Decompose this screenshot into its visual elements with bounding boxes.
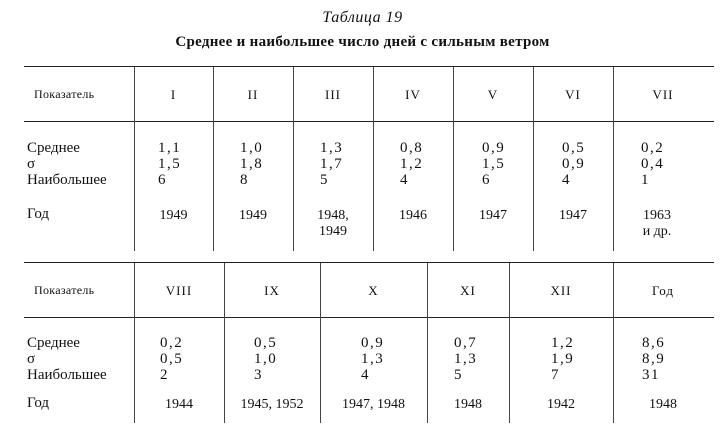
row-label-max: Наибольшее [27, 367, 107, 383]
max-value: 1 [641, 172, 650, 188]
year-value: 1963 и др. [642, 208, 672, 239]
sigma-value: 1,5 [482, 156, 506, 172]
sigma-value: 8,9 [642, 351, 666, 367]
sigma-value: 0,9 [562, 156, 586, 172]
sigma-value: 1,7 [320, 156, 344, 172]
mean-value: 0,9 [361, 335, 385, 351]
max-value: 4 [562, 172, 571, 188]
row-header-label: Показатель [34, 87, 95, 101]
row-label-sigma: σ [27, 156, 36, 172]
max-value: 2 [160, 367, 169, 383]
mean-value: 1,1 [158, 140, 182, 156]
mean-value: 0,8 [400, 140, 424, 156]
max-value: 6 [482, 172, 491, 188]
year-value: 1948 [649, 397, 677, 412]
year-value: 1946 [399, 208, 427, 223]
row-label-mean: Среднее [27, 335, 80, 351]
max-value: 3 [254, 367, 263, 383]
mean-value: 1,3 [320, 140, 344, 156]
sigma-value: 1,3 [454, 351, 478, 367]
max-value: 4 [400, 172, 409, 188]
column-header: III [325, 87, 341, 102]
row-label-year: Год [27, 395, 50, 411]
mean-value: 1,2 [551, 335, 575, 351]
year-value: 1948, 1949 [317, 208, 349, 239]
mean-value: 8,6 [642, 335, 666, 351]
row-label-max: Наибольшее [27, 172, 107, 188]
column-header: II [247, 87, 259, 102]
sigma-value: 0,5 [160, 351, 184, 367]
max-value: 4 [361, 367, 370, 383]
year-value: 1947 [559, 208, 587, 223]
table-title: Среднее и наибольшее число дней с сильным ветром [175, 34, 550, 50]
mean-value: 0,9 [482, 140, 506, 156]
column-header: VIII [165, 283, 193, 298]
top-rule [24, 66, 714, 67]
sigma-value: 1,8 [240, 156, 264, 172]
mean-value: 0,2 [160, 335, 184, 351]
year-value: 1949 [159, 208, 188, 223]
mean-value: 1,0 [240, 140, 264, 156]
max-value: 31 [642, 367, 660, 383]
sigma-value: 1,5 [158, 156, 182, 172]
header-rule-bottom-block [24, 317, 714, 318]
year-value: 1947, 1948 [342, 397, 405, 412]
column-header: XI [460, 283, 476, 298]
block-separator-rule [24, 262, 714, 263]
mean-value: 0,5 [562, 140, 586, 156]
column-header: X [368, 283, 379, 298]
column-header: I [170, 87, 177, 102]
max-value: 5 [454, 367, 463, 383]
sigma-value: 0,4 [641, 156, 665, 172]
mean-value: 0,2 [641, 140, 665, 156]
sigma-value: 1,9 [551, 351, 575, 367]
max-value: 7 [551, 367, 560, 383]
sigma-value: 1,2 [400, 156, 424, 172]
mean-value: 0,5 [254, 335, 278, 351]
column-header: V [487, 87, 499, 102]
year-value: 1945, 1952 [240, 397, 304, 412]
row-label-sigma: σ [27, 351, 36, 367]
year-value: 1949 [239, 208, 267, 223]
column-header: IV [405, 87, 421, 102]
sigma-value: 1,0 [254, 351, 278, 367]
mean-value: 0,7 [454, 335, 478, 351]
year-value: 1947 [479, 208, 507, 223]
column-header: IX [264, 283, 280, 298]
row-header-label: Показатель [34, 283, 95, 297]
year-value: 1948 [454, 397, 482, 412]
max-value: 8 [240, 172, 249, 188]
year-value: 1944 [165, 397, 193, 412]
row-label-mean: Среднее [27, 140, 80, 156]
max-value: 5 [320, 172, 329, 188]
column-header: VII [652, 87, 674, 102]
max-value: 6 [158, 172, 167, 188]
header-rule-top-block [24, 121, 714, 122]
row-label-year: Год [27, 206, 50, 222]
table-number: Таблица 19 [322, 9, 403, 26]
column-header: Год [651, 283, 675, 298]
column-header: XII [550, 283, 572, 298]
year-value: 1942 [547, 397, 575, 412]
column-header: VI [565, 87, 581, 102]
sigma-value: 1,3 [361, 351, 385, 367]
